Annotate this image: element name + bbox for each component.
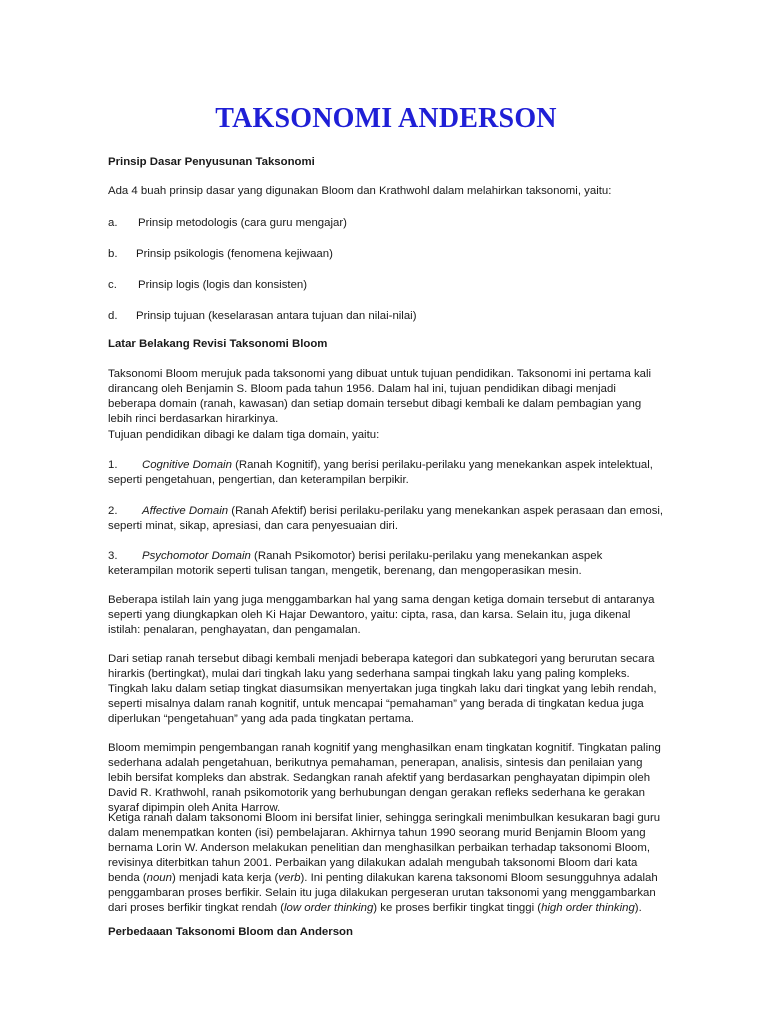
paragraph: Beberapa istilah lain yang juga menggambarkan hal yang sama dengan ketiga domain tersebut di antaranya seperti yang diungkapkan oleh Ki Hajar Dewantoro, yaitu: cipta, rasa, dan karsa. Selain itu, juga dikenal istilah: penalaran, penghayatan, dan pengamalan.	[108, 594, 655, 636]
paragraph: Dari setiap ranah tersebut dibagi kembali menjadi beberapa kategori dan subkategori yang berurutan secara hirarkis (bertingkat), mulai dari tingkah laku yang sederhana sampai tingkah laku yang paling kompleks. Tingkah laku dalam setiap tingkat diasumsikan menyertakan juga tingkah laku dari tingkat yang lebih rendah, seperti misalnya dalam ranah kognitif, untuk mencapai “pemahaman” yang berada di tingkatan kedua juga diperlukan “pengetahuan” yang ada pada tingkatan pertama.	[108, 653, 657, 725]
list-item-text: Prinsip metodologis (cara guru mengajar)	[138, 217, 347, 229]
domain-term: Psychomotor Domain	[142, 550, 251, 562]
domain-item-label: 1.	[108, 459, 118, 471]
list-item	[108, 247, 664, 262]
paragraph: Tujuan pendidikan dibagi ke dalam tiga domain, yaitu:	[108, 429, 380, 441]
domain-item	[108, 549, 664, 579]
paragraph-term: verb	[278, 872, 301, 884]
domain-item-label: 2.	[108, 505, 118, 517]
paragraph-text: ).	[634, 902, 642, 914]
domain-item-label: 3.	[108, 550, 118, 562]
list-item-text: Prinsip tujuan (keselarasan antara tujuan dan nilai-nilai)	[136, 310, 417, 322]
list-item-label: c.	[108, 279, 117, 291]
list-item-text: Prinsip psikologis (fenomena kejiwaan)	[136, 248, 333, 260]
domain-item	[108, 458, 664, 488]
list-item-label: a.	[108, 217, 118, 229]
list-item	[108, 309, 664, 324]
paragraph: Taksonomi Bloom merujuk pada taksonomi yang dibuat untuk tujuan pendidikan. Taksonomi ini pertama kali dirancang oleh Benjamin S. Bloom pada tahun 1956. Dalam hal ini, tujuan pendidikan dibagi menjadi beberapa domain (ranah, kawasan) dan setiap domain tersebut dibagi kembali ke dalam pembagian yang lebih rinci berdasarkan hirarkinya.	[108, 368, 652, 425]
list-item-label: d.	[108, 310, 118, 322]
paragraph-term: high order thinking	[541, 902, 635, 914]
paragraph-text: ) ke proses berfikir tingkat tinggi (	[373, 902, 542, 914]
paragraph-text: ). Ini penting dilakukan karena taksonomi Bloom sesungguhnya adalah penggambaran proses berfikir. Selain itu juga dilakukan pergeseran urutan taksonomi yang menggambarkan dari proses berfikir tingkat rendah (	[108, 872, 658, 914]
list-item-label: b.	[108, 248, 118, 260]
domain-term: Cognitive Domain	[142, 459, 232, 471]
paragraph-text: Ketiga ranah dalam taksonomi Bloom ini bersifat linier, sehingga seringkali menimbulkan kesukaran bagi guru dalam menempatkan konten (isi) pembelajaran. Akhirnya tahun 1990 seorang murid Benjamin Bloom yang bernama Lorin W. Anderson melakukan penelitian dan menghasilkan perbaikan terhadap taksonomi Bloom, revisinya diterbitkan tahun 2001. Perbaikan yang dilakukan adalah mengubah taksonomi Bloom dari kata benda (	[108, 812, 661, 884]
domain-text: (Ranah Afektif) berisi perilaku-perilaku yang menekankan aspek perasaan dan emosi, seperti minat, sikap, apresiasi, dan cara penyesuaian diri.	[108, 505, 664, 532]
paragraph: Bloom memimpin pengembangan ranah kognitif yang menghasilkan enam tingkatan kognitif. Tingkatan paling sederhana adalah pengetahuan, berikutnya pemahaman, penerapan, analisis, sintesis dan penilaian yang lebih bersifat kompleks dan abstrak. Sedangkan ranah afektif yang berdasarkan penghayatan dipimpin oleh David R. Krathwohl, ranah psikomotorik yang berhubungan dengan gerakan refleks sederhana ke gerakan syaraf dipimpin oleh Anita Harrow.	[108, 742, 661, 814]
section-heading-perbedaan: Perbedaaan Taksonomi Bloom dan Anderson	[108, 926, 353, 938]
paragraph-text: ) menjadi kata kerja (	[171, 872, 279, 884]
domain-term: Affective Domain	[142, 505, 229, 517]
section-heading-prinsip: Prinsip Dasar Penyusunan Taksonomi	[108, 156, 315, 168]
domain-text: (Ranah Psikomotor) berisi perilaku-perilaku yang menekankan aspek keterampilan motorik seperti tulisan tangan, mengetik, berenang, dan mengoperasikan mesin.	[108, 550, 603, 577]
paragraph-term: low order thinking	[284, 902, 374, 914]
domain-item	[108, 504, 664, 534]
list-item	[108, 216, 664, 231]
list-item-text: Prinsip logis (logis dan konsisten)	[138, 279, 308, 291]
intro-paragraph: Ada 4 buah prinsip dasar yang digunakan Bloom dan Krathwohl dalam melahirkan taksonomi, yaitu:	[108, 185, 612, 197]
paragraph	[108, 811, 664, 916]
list-item	[108, 278, 664, 293]
section-heading-latar-belakang: Latar Belakang Revisi Taksonomi Bloom	[108, 338, 328, 350]
domain-text: (Ranah Kognitif), yang berisi perilaku-perilaku yang menekankan aspek intelektual, seperti pengetahuan, pengertian, dan keterampilan berpikir.	[108, 459, 653, 486]
document-title: TAKSONOMI ANDERSON	[215, 103, 557, 134]
paragraph-term: noun	[146, 872, 172, 884]
